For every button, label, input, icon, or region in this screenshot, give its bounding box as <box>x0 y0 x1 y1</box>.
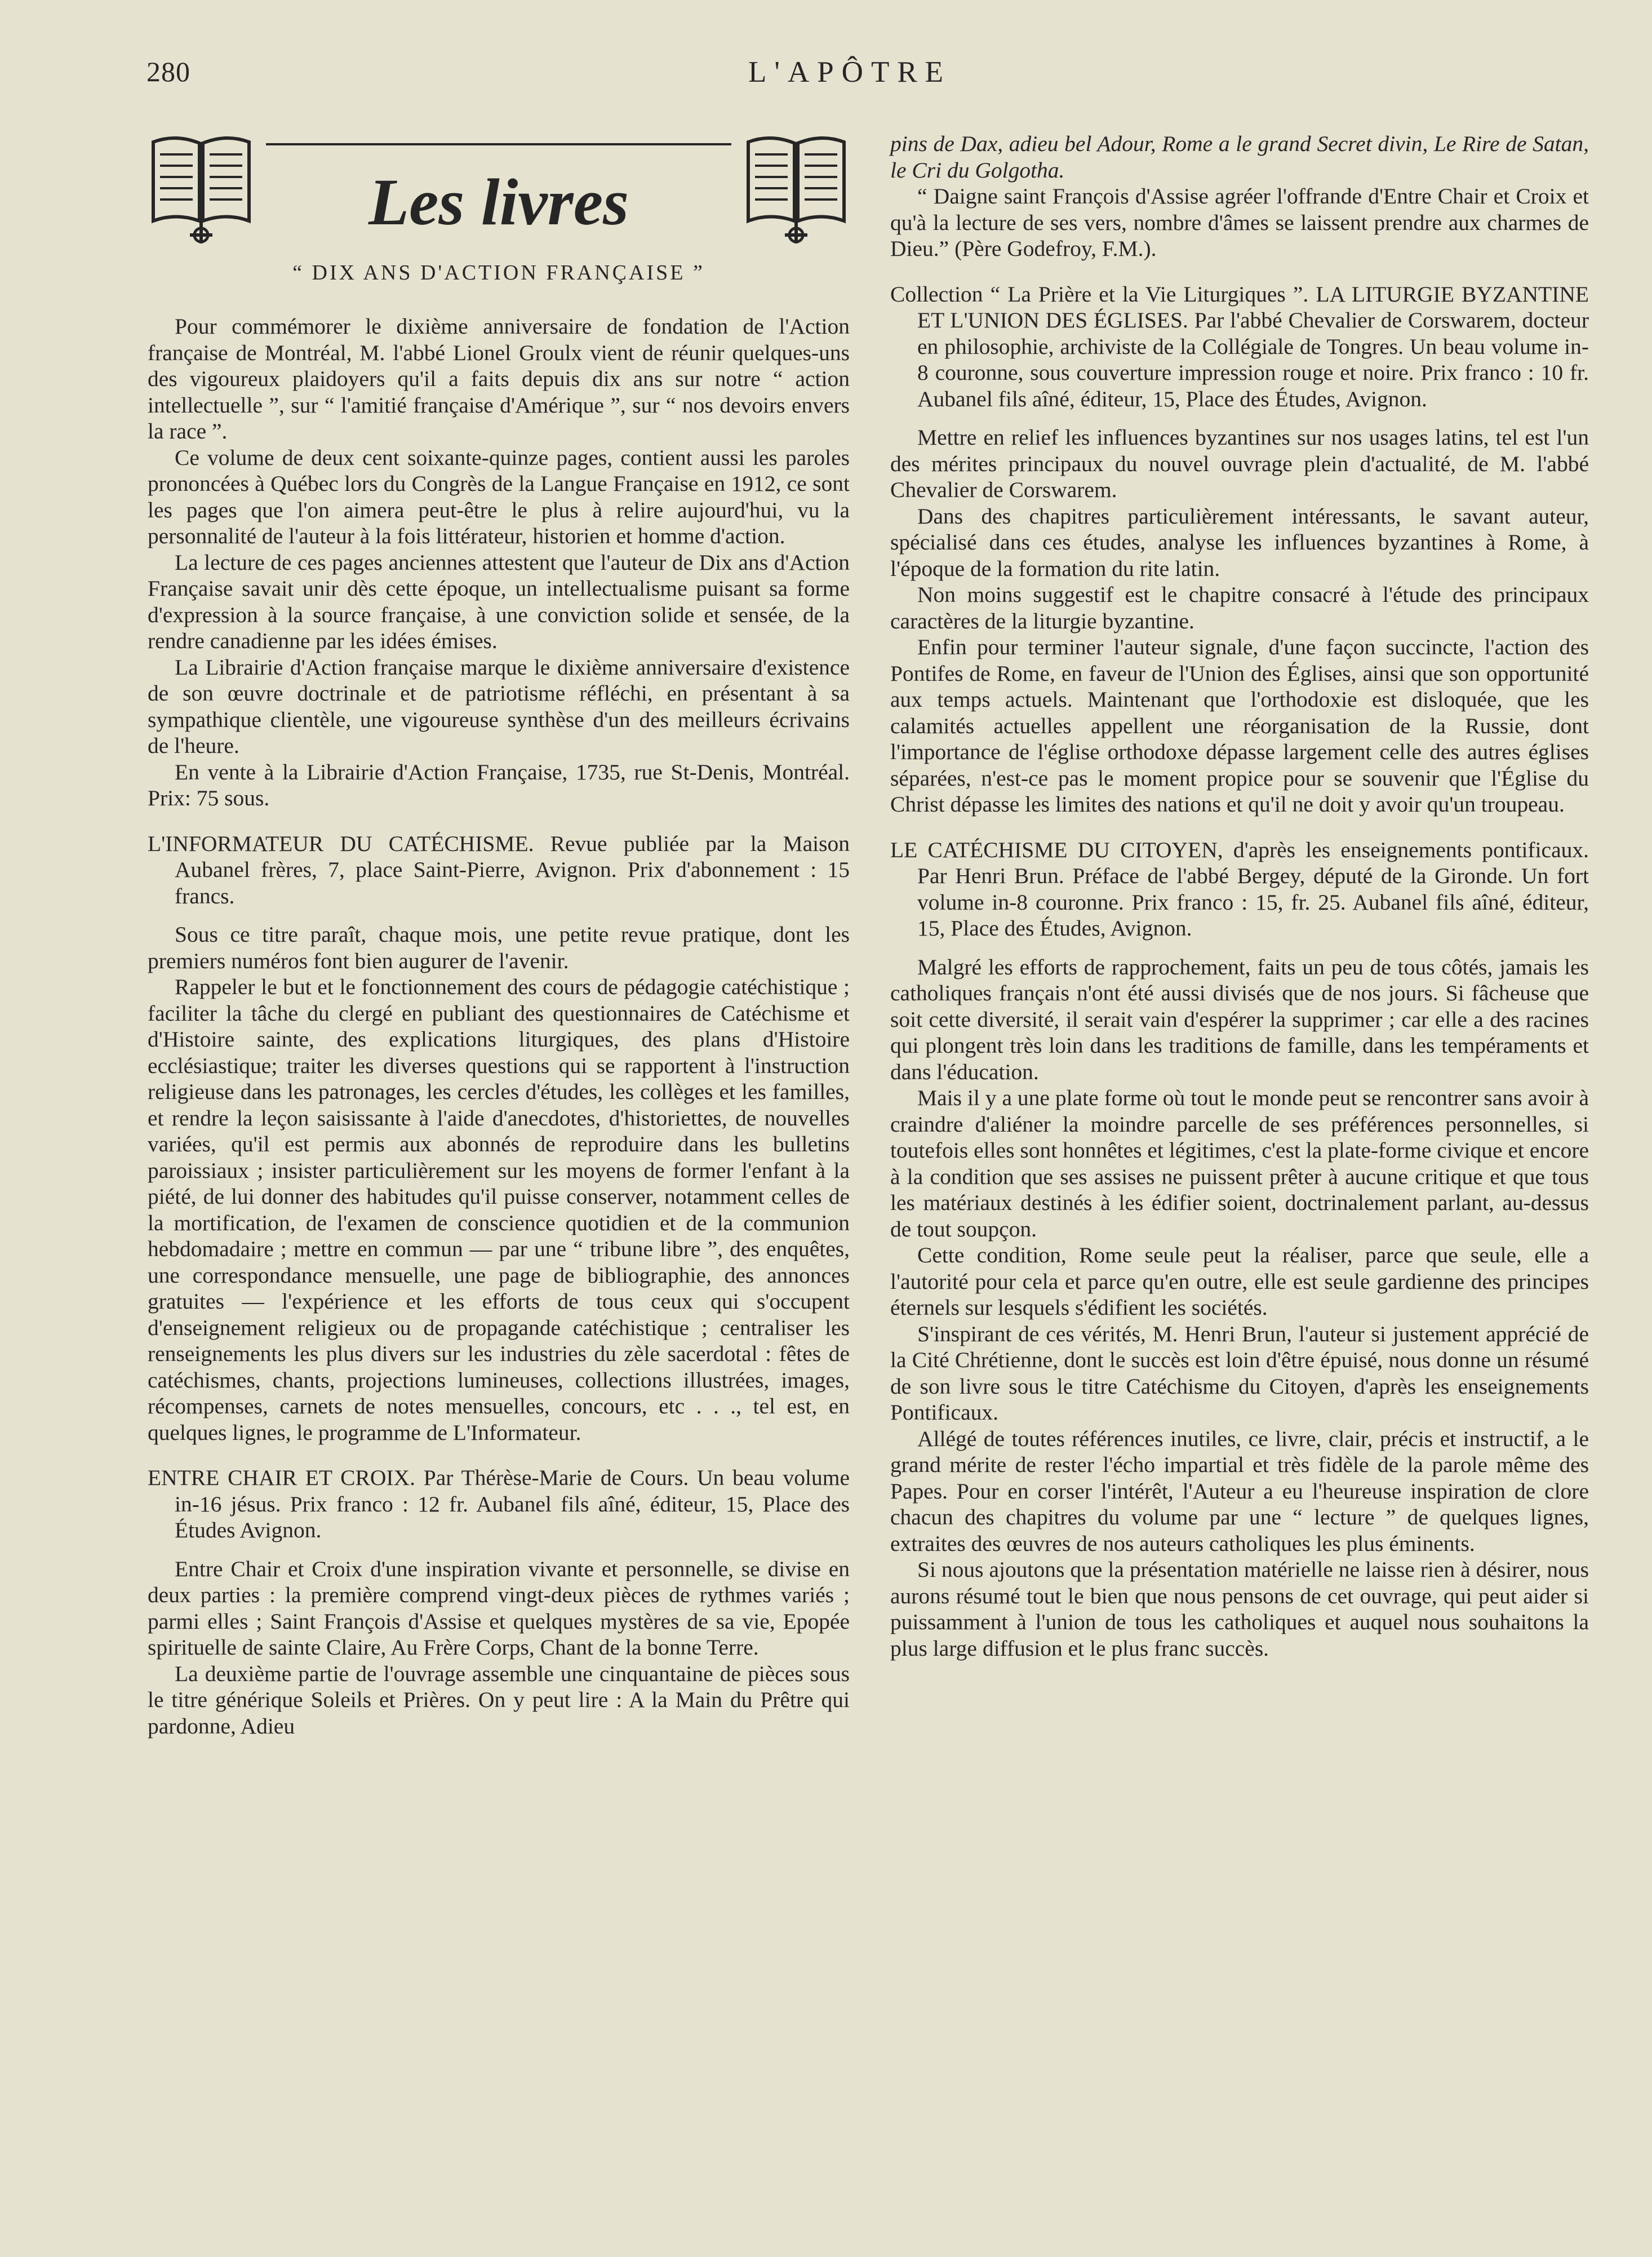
running-title: L'APÔTRE <box>748 56 952 88</box>
paragraph: La Librairie d'Action française marque le dixième anniversaire d'existence de son œuvre doctrinale et de patriotisme réfléchi, en présentant à sa sympathique clientèle, une vigoureuse synthèse d'un des meilleurs écrivains de l'heure. <box>148 654 850 758</box>
section-subtitle: “ DIX ANS D'ACTION FRANÇAISE ” <box>292 261 705 285</box>
paragraph: La deuxième partie de l'ouvrage assemble une cinquantaine de pièces sous le titre générique Soleils et Prières. On y peut lire : A la Main du Prêtre qui pardonne, Adieu <box>148 1661 850 1739</box>
paragraph: En vente à la Librairie d'Action Française, 1735, rue St-Denis, Montréal. Prix: 75 sous. <box>148 759 850 810</box>
section-banner <box>148 131 850 255</box>
paragraph: “ Daigne saint François d'Assise agréer l'offrande d'Entre Chair et Croix et qu'à la lecture de ses vers, nombre d'âmes se laissent prendre aux charmes de Dieu.” (Père Godefroy, F.M.). <box>890 184 1589 261</box>
page-header <box>146 55 992 95</box>
paragraph: Si nous ajoutons que la présentation matérielle ne laisse rien à désirer, nous aurons résumé tout le bien que nous pensons de cet ouvrage, qui peut aider si puissamment à l'union de tous les catholiques et auquel nous souhaitons la plus large diffusion et le plus franc succès. <box>890 1557 1589 1661</box>
paragraph: Rappeler le but et le fonctionnement des cours de pédagogie catéchistique ; faciliter la tâche du clergé en publiant des questionnaires de Catéchisme et d'Histoire sainte, des explications liturgiques, des plans d'Histoire ecclésiastique; traiter les diverses questions qui se rapportent à l'instruction religieuse dans les patronages, les cercles d'études, les collèges et les familles, et rendre la leçon saisissante à l'aide d'anecdotes, d'historiettes, de nouvelles variées, qu'il est permis aux abonnés de reproduire dans les bulletins paroissiaux ; insister particulièrement sur les moyens de former l'enfant à la piété, de lui donner des habitudes qu'il puisse conserver, notamment celles de la mortification, de l'examen de conscience quotidien et de la communion hebdomadaire ; mettre en commun — par une “ tribune libre ”, des enquêtes, une correspondance mensuelle, une page de bibliographie, des annonces gratuites — l'expérience et les efforts de tous ceux qui s'occupent d'enseignement religieux ou de propagande catéchistique ; centraliser les renseignements les plus divers sur les industries du zèle sacerdotal : fêtes de catéchismes, chants, projections lumineuses, collections illustrées, images, récompenses, carnets de notes mensuelles, concours, etc . . ., tel est, en quelques lignes, le programme de L'Informateur. <box>148 974 850 1445</box>
paragraph: Cette condition, Rome seule peut la réaliser, parce que seule, elle a l'autorité pour cela et parce qu'en outre, elle est seule gardienne des principes éternels sur lesquels s'édifient les sociétés. <box>890 1243 1589 1320</box>
book-entry-catechisme: LE CATÉCHISME DU CITOYEN, d'après les enseignements pontificaux. Par Henri Brun. Préface de l'abbé Bergey, député de la Gironde. Un fort volume in-8 couronne. Prix franco : 15, fr. 25. Aubanel fils aîné, éditeur, 15, Place des Études, Avignon. <box>890 837 1589 941</box>
book-entry-informateur: L'INFORMATEUR DU CATÉCHISME. Revue publiée par la Maison Aubanel frères, 7, place Saint-Pierre, Avignon. Prix d'abonnement : 15 francs. <box>148 831 850 908</box>
open-book-icon-right <box>743 131 850 249</box>
paragraph: Ce volume de deux cent soixante-quinze pages, contient aussi les paroles prononcées à Québec lors du Congrès de la Langue Française en 1912, ce sont les pages que l'on aimera peut-être le plus à relire aujourd'hui, vu la personnalité de l'auteur à la fois littérateur, historien et homme d'action. <box>148 445 850 548</box>
paragraph: S'inspirant de ces vérités, M. Henri Brun, l'auteur si justement apprécié de la Cité Chrétienne, dont le succès est loin d'être épuisé, nous donne un résumé de son livre sous le titre Catéchisme du Citoyen, d'après les enseignements Pontificaux. <box>890 1321 1589 1425</box>
paragraph: Pour commémorer le dixième anniversaire de fondation de l'Action française de Montréal, M. l'abbé Lionel Groulx vient de réunir quelques-uns des vigoureux plaidoyers qu'il a faits depuis dix ans sur notre “ action intellectuelle ”, sur “ l'amitié française d'Amérique ”, sur “ nos devoirs envers la race ”. <box>148 314 850 444</box>
banner-rule <box>266 143 731 145</box>
section-title: Les livres <box>368 165 629 239</box>
right-column <box>890 131 1589 1661</box>
paragraph: pins de Dax, adieu bel Adour, Rome a le grand Secret divin, Le Rire de Satan, le Cri du Golgotha. <box>890 131 1589 183</box>
left-column <box>148 313 850 1739</box>
book-entry-chair-croix: ENTRE CHAIR ET CROIX. Par Thérèse-Marie de Cours. Un beau volume in-16 jésus. Prix franco : 12 fr. Aubanel fils aîné, éditeur, 15, Place des Études Avignon. <box>148 1465 850 1542</box>
book-entry-liturgie: Collection “ La Prière et la Vie Liturgiques ”. LA LITURGIE BYZANTINE ET L'UNION DES ÉGLISES. Par l'abbé Chevalier de Corswarem, docteur en philosophie, archiviste de la Collégiale de Tongres. Un beau volume in-8 couronne, sous couverture impression rouge et noire. Prix franco : 10 fr. Aubanel fils aîné, éditeur, 15, Place des Études, Avignon. <box>890 281 1589 411</box>
paragraph: Mettre en relief les influences byzantines sur nos usages latins, tel est l'un des mérites principaux du nouvel ouvrage plein d'actualité, de M. l'abbé Chevalier de Corswarem. <box>890 425 1589 502</box>
paragraph: Enfin pour terminer l'auteur signale, d'une façon succincte, l'action des Pontifes de Rome, en faveur de l'Union des Églises, ainsi que son opportunité aux temps actuels. Maintenant que l'orthodoxie est disloquée, que les calamités actuelles appellent une réorganisation de la Russie, dont l'importance de l'église orthodoxe dépasse largement celle des autres églises séparées, n'est-ce pas le moment propice pour se souvenir que l'Église du Christ dépasse les limites des nations et qu'il ne doit y avoir qu'un troupeau. <box>890 635 1589 817</box>
page-number: 280 <box>146 56 190 87</box>
paragraph: Dans des chapitres particulièrement intéressants, le savant auteur, spécialisé dans ces études, analyse les influences byzantines à Rome, à l'époque de la formation du rite latin. <box>890 503 1589 581</box>
paragraph: Non moins suggestif est le chapitre consacré à l'étude des principaux caractères de la liturgie byzantine. <box>890 582 1589 633</box>
paragraph: Entre Chair et Croix d'une inspiration vivante et personnelle, se divise en deux parties : la première comprend vingt-deux pièces de rythmes variés ; parmi elles ; Saint François d'Assise et quelques mystères de sa vie, Epopée spirituelle de sainte Claire, Au Frère Corps, Chant de la bonne Terre. <box>148 1556 850 1660</box>
paragraph: Mais il y a une plate forme où tout le monde peut se rencontrer sans avoir à craindre d'aliéner la moindre parcelle de ses préférences personnelles, si toutefois elles sont honnêtes et légitimes, c'est la plate-forme civique et encore à la condition que ses assises ne puissent prêter à aucune critique et que tous les matériaux destinés à les édifier soient, doctrinalement parlant, au-dessus de tout soupçon. <box>890 1085 1589 1241</box>
paragraph: Malgré les efforts de rapprochement, faits un peu de tous côtés, jamais les catholiques français n'ont été aussi divisés que de nos jours. Si fâcheuse que soit cette diversité, il serait vain d'espérer la supprimer ; car elle a des racines qui plongent très loin dans les traditions de famille, dans les tempéraments et dans l'éducation. <box>890 954 1589 1084</box>
paragraph: Allégé de toutes références inutiles, ce livre, clair, précis et instructif, a le grand mérite de rester l'écho impartial et très fidèle de la parole même des Papes. Pour en corser l'intérêt, l'Auteur a eu l'heureuse inspiration de clore chacun des chapitres du volume par une “ lecture ” de quelques lignes, extraites des œuvres de nos auteurs catholiques les plus éminents. <box>890 1426 1589 1556</box>
paragraph: La lecture de ces pages anciennes attestent que l'auteur de Dix ans d'Action Française savait unir dès cette époque, un intellectualisme puisant sa forme d'expression à la source française, à une conviction solide et sensée, de la rendre canadienne par les idées émises. <box>148 549 850 653</box>
paragraph: Sous ce titre paraît, chaque mois, une petite revue pratique, dont les premiers numéros font bien augurer de l'avenir. <box>148 922 850 973</box>
